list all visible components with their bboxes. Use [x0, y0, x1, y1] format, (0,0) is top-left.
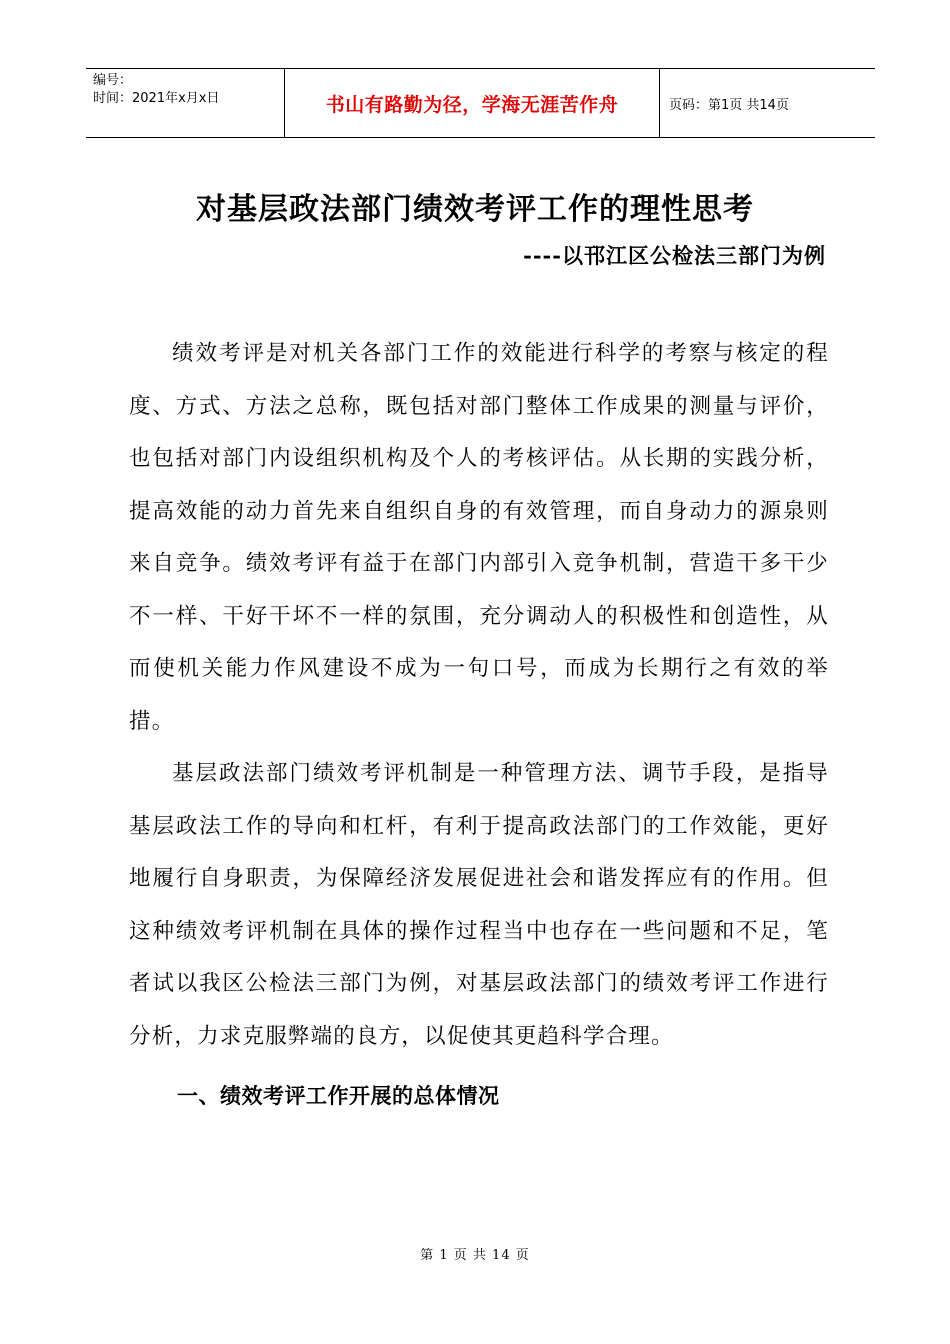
- page-header: [86, 68, 875, 138]
- number-label: 编号：: [93, 73, 133, 88]
- body-text: [129, 328, 829, 1063]
- page-footer: 第 1 页 共 14 页: [420, 1248, 530, 1263]
- header-motto: 书山有路勤为径，学海无涯苦作舟: [285, 69, 660, 137]
- paragraph: 基层政法部门绩效考评机制是一种管理方法、调节手段，是指导基层政法工作的导向和杠杆，有利于提高政法部门的工作效能，更好地履行自身职责，为保障经济发展促进社会和谐发挥应有的作用。但这种绩效考评机制在具体的操作过程当中也存在一些问题和不足，笔者试以我区公检法三部门为例，对基层政法部门的绩效考评工作进行分析，力求克服弊端的良方，以促使其更趋科学合理。: [129, 761, 829, 1049]
- document-title: 对基层政法部门绩效考评工作的理性思考: [196, 192, 754, 227]
- section-heading: 一、绩效考评工作开展的总体情况: [177, 1084, 500, 1108]
- time-label: 时间：2021年x月x日: [93, 91, 220, 106]
- header-meta: [86, 69, 285, 137]
- document-subtitle: ----以邗江区公检法三部门为例: [523, 243, 826, 268]
- paragraph: 绩效考评是对机关各部门工作的效能进行科学的考察与核定的程度、方式、方法之总称，既包括对部门整体工作成果的测量与评价，也包括对部门内设组织机构及个人的考核评估。从长期的实践分析，提高效能的动力首先来自组织自身的有效管理，而自身动力的源泉则来自竞争。绩效考评有益于在部门内部引入竞争机制，营造干多干少不一样、干好干坏不一样的氛围，充分调动人的积极性和创造性，从而使机关能力作风建设不成为一句口号，而成为长期行之有效的举措。: [129, 341, 829, 734]
- header-page-info: 页码：第1页 共14页: [669, 97, 789, 113]
